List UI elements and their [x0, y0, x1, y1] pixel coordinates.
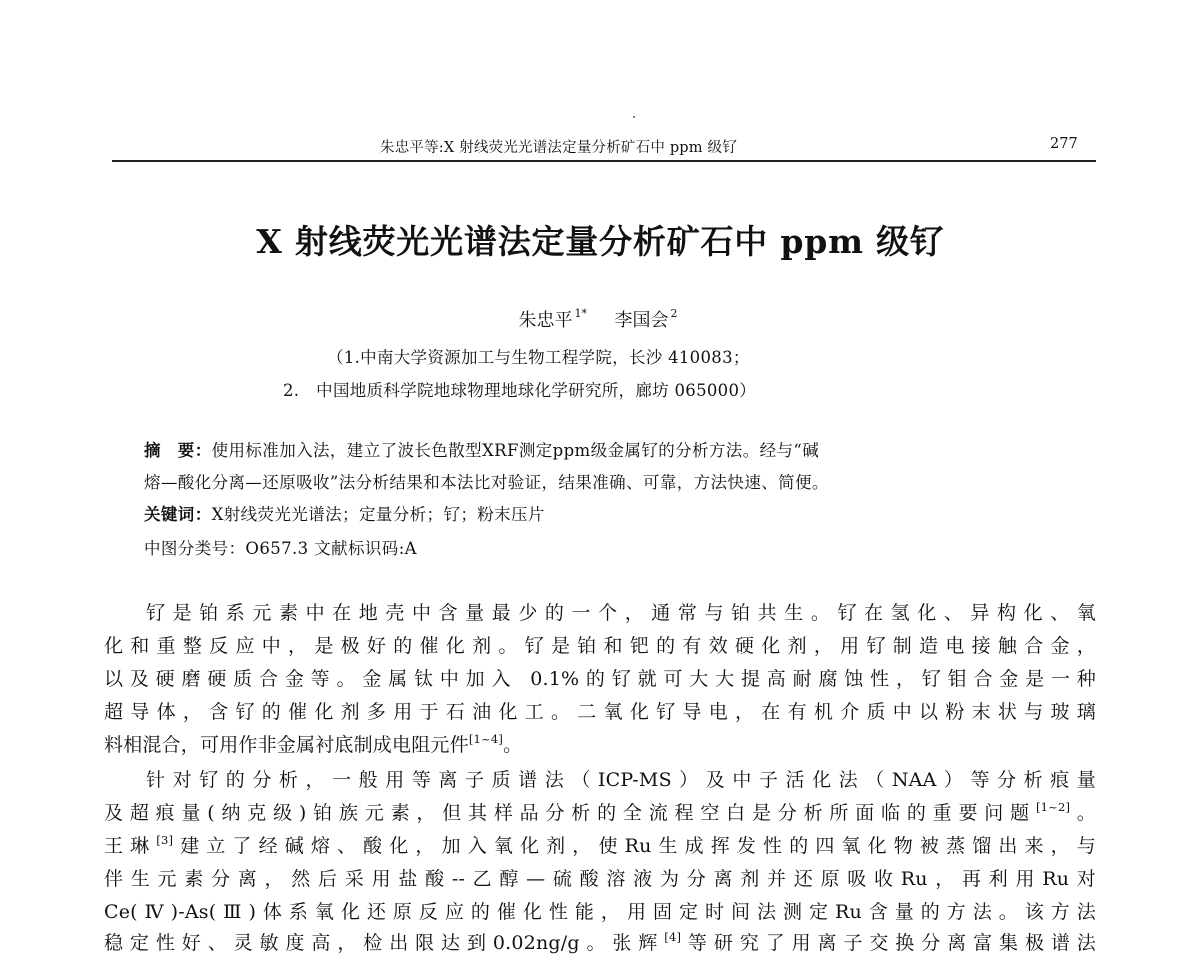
affiliation-2: 2. 中国地质科学院地球物理地球化学研究所，廊坊 065000） — [283, 381, 757, 400]
body-text: 及超痕量(纳克级)铂族元素，但其样品分析的全流程空白是分析所面临的重要问题 — [104, 802, 1036, 824]
author-line — [0, 306, 1200, 332]
body-text: 等研究了用离子交换分离富集极谱法 — [681, 932, 1096, 954]
keywords-line — [144, 501, 545, 525]
body-text: 。 — [503, 734, 523, 756]
body-text-line: 钌是铂系元素中在地壳中含量最少的一个，通常与铂共生。钌在氢化、异构化、氧 — [146, 602, 1096, 624]
body-text-line: 超导体，含钌的催化剂多用于石油化工。二氧化钌导电，在有机介质中以粉末状与玻璃 — [104, 701, 1096, 723]
keywords-label: 关键词： — [144, 505, 212, 524]
body-text-line: 以及硬磨硬质合金等。金属钛中加入 0.1%的钌就可大大提高耐腐蚀性，钌钼合金是一种 — [104, 668, 1096, 690]
author-2: 李国会 — [614, 310, 669, 331]
body-text-line: 伴生元素分离，然后采用盐酸--乙醇—硫酸溶液为分离剂并还原吸收Ru，再利用Ru对 — [104, 868, 1096, 890]
body-text: 稳定性好、灵敏度高，检出限达到0.02ng/g。张辉 — [104, 932, 665, 954]
keywords-text: X射线荧光光谱法；定量分析；钌；粉末压片 — [211, 505, 545, 524]
citation: [4] — [664, 930, 682, 944]
body-text: 建立了经碱熔、酸化，加入氧化剂，使Ru生成挥发性的四氧化物被蒸馏出来，与 — [173, 835, 1096, 857]
author-1: 朱忠平 — [518, 310, 573, 331]
citation: [1~2] — [1035, 800, 1071, 814]
running-head: 朱忠平等:X 射线荧光光谱法定量分析矿石中 ppm 级钌 — [380, 140, 737, 156]
scan-speck — [633, 116, 635, 118]
body-text-line — [104, 831, 1096, 858]
citation: [1~4] — [468, 732, 504, 746]
body-text-line: 化和重整反应中，是极好的催化剂。钌是铂和钯的有效硬化剂，用钌制造电接触合金， — [104, 635, 1096, 657]
author-1-mark: 1* — [574, 307, 588, 320]
body-text-line: 针对钌的分析，一般用等离子质谱法（ICP-MS）及中子活化法（NAA）等分析痕量 — [146, 769, 1096, 791]
affiliation-1: （1.中南大学资源加工与生物工程学院，长沙 410083； — [327, 348, 750, 367]
body-text-line: Ce(Ⅳ)-As(Ⅲ)体系氧化还原反应的催化性能，用固定时间法测定Ru含量的方法。该方法 — [104, 901, 1096, 923]
body-text: 料相混合，可用作非金属衬底制成电阻元件 — [104, 734, 469, 756]
classification-line: 中图分类号：O657.3 文献标识码:A — [144, 539, 417, 558]
body-text: 。 — [1070, 802, 1097, 824]
body-text-line — [104, 798, 1096, 825]
abstract-line-1 — [144, 437, 819, 461]
page-number: 277 — [1050, 136, 1078, 152]
author-2-mark: 2 — [670, 307, 678, 320]
abstract-text-1: 使用标准加入法，建立了波长色散型XRF测定ppm级金属钌的分析方法。经与“碱 — [211, 441, 820, 460]
article-title: X 射线荧光光谱法定量分析矿石中 ppm 级钌 — [256, 222, 944, 261]
body-text-line — [104, 928, 1096, 955]
header-rule — [112, 160, 1096, 162]
abstract-line-2: 熔—酸化分离—还原吸收”法分析结果和本法比对验证，结果准确、可靠，方法快速、简便。 — [144, 473, 829, 492]
body-text: 王琳 — [104, 835, 157, 857]
body-text-line — [104, 730, 1096, 757]
citation: [3] — [156, 833, 174, 847]
page-header — [112, 126, 1096, 166]
abstract-label: 摘 要： — [144, 441, 212, 460]
